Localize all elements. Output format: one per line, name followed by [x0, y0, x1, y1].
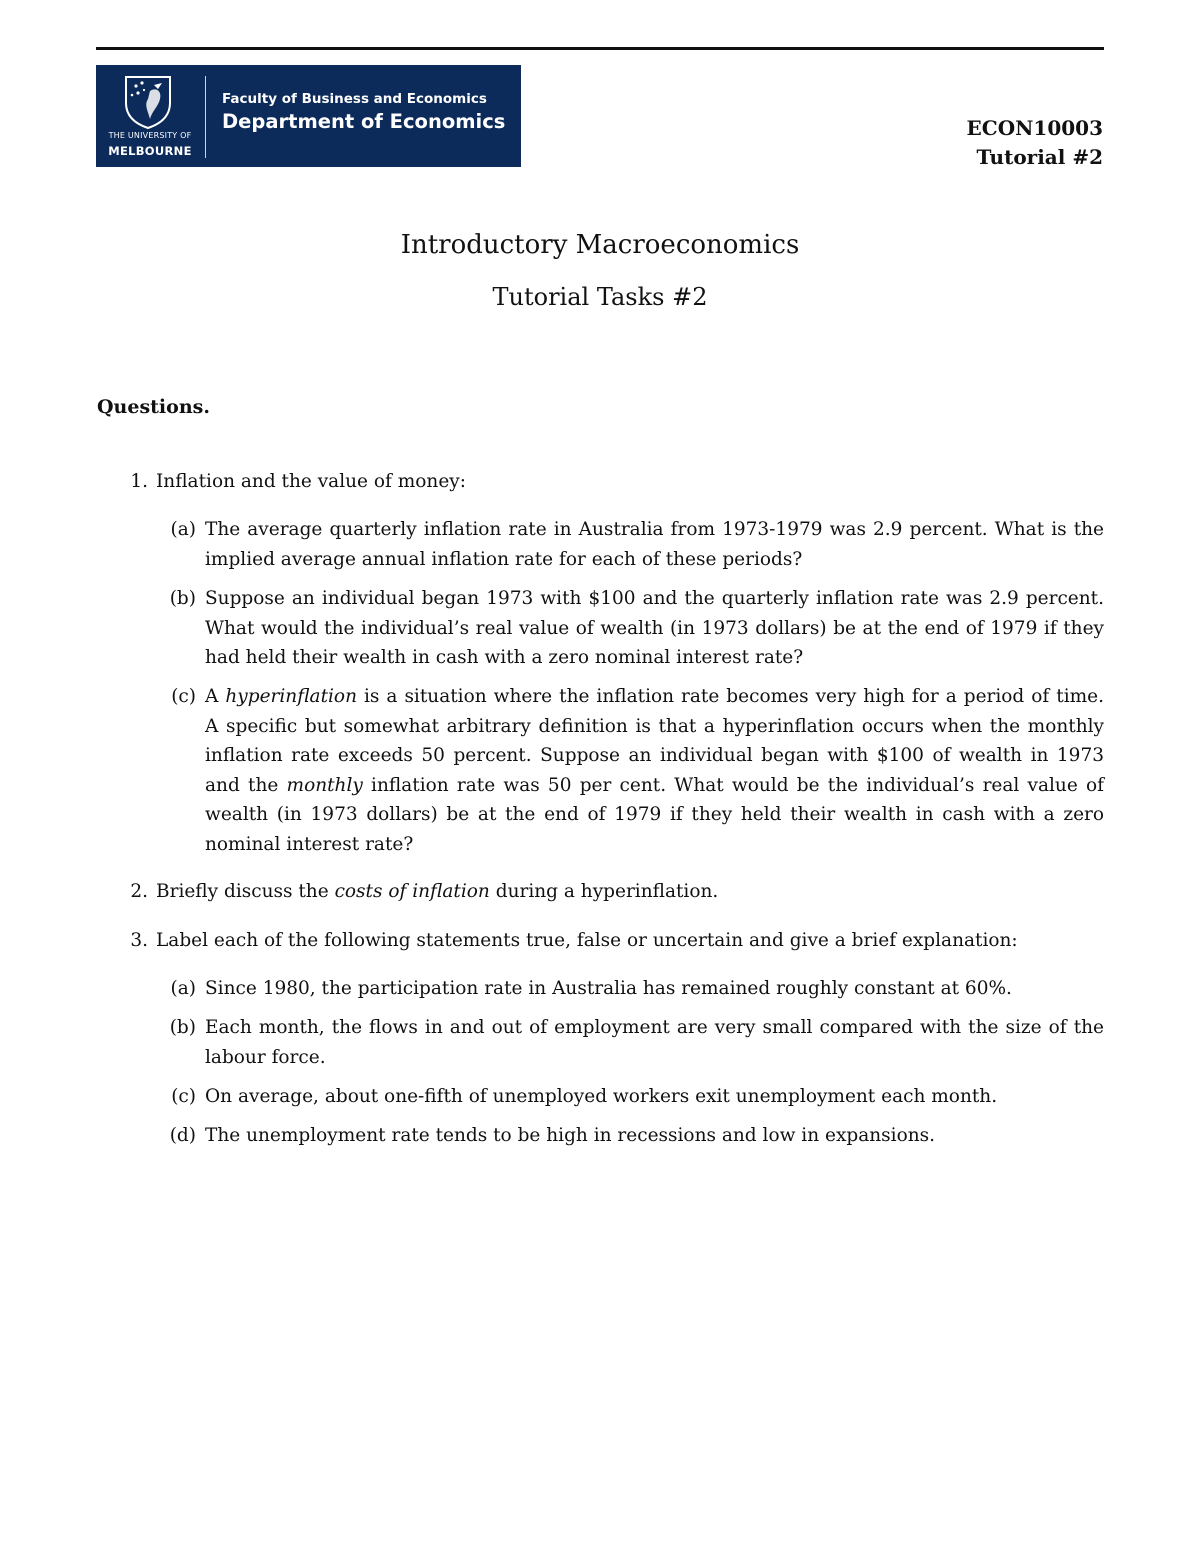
part-label: (b)	[169, 1017, 196, 1038]
part-label: (d)	[169, 1125, 196, 1146]
question-number: 1.	[130, 471, 148, 492]
part-label: (a)	[170, 978, 196, 999]
part-label: (c)	[171, 686, 196, 707]
part-text: The unemployment rate tends to be high in recessions and low in expansions.	[205, 1125, 936, 1146]
university-crest-icon	[118, 73, 178, 129]
part-text: Since 1980, the participation rate in Australia has remained roughly constant at 60%.	[205, 978, 1012, 999]
top-rule	[96, 47, 1104, 50]
document-title: Introductory Macroeconomics	[400, 230, 800, 260]
part-text: The average quarterly inflation rate in Australia from 1973-1979 was 2.9 percent. What is the implied average annual inflation rate for each of these periods?	[205, 519, 1104, 570]
part-text-segment: is a situation where the inflation rate becomes very high for a period of time. A specific but somewhat arbitrary definition is that a hyperinflation occurs when the monthly inflation rate exceeds 50 percent. Suppose an individual began with $100 of wealth in 1973 and the	[205, 686, 1104, 796]
university-logo	[96, 65, 521, 167]
part-label: (a)	[170, 519, 196, 540]
question-text: Inflation and the value of money:	[156, 471, 466, 492]
question-text-segment: during a hyperinflation.	[489, 881, 719, 902]
logo-divider	[205, 76, 206, 158]
part-text: Suppose an individual began 1973 with $100 and the quarterly inflation rate was 2.9 percent. What would the individual’s real value of wealth (in 1973 dollars) be at the end of 1979 if they had held their wealth in cash with a zero nominal interest rate?	[205, 588, 1104, 668]
part-text	[205, 682, 1104, 859]
course-code: ECON10003	[966, 116, 1103, 140]
part-label: (c)	[171, 1086, 196, 1107]
part-text-segment: inflation rate was 50 per cent. What would be the individual’s real value of wealth (in 1973 dollars) be at the end of 1979 if they held their wealth in cash with a zero nominal interest rate?	[205, 774, 1104, 855]
logo-university-line2: MELBOURNE	[108, 144, 192, 158]
part-text: Each month, the flows in and out of employment are very small compared with the size of the labour force.	[205, 1017, 1104, 1068]
emphasis-term: monthly	[286, 774, 363, 796]
document-subtitle: Tutorial Tasks #2	[492, 283, 708, 311]
logo-university-line1: THE UNIVERSITY OF	[108, 131, 192, 140]
part-text-segment: A	[205, 686, 226, 707]
part-label: (b)	[169, 588, 196, 609]
emphasis-term: hyperinflation	[225, 686, 357, 707]
question-number: 2.	[130, 881, 148, 902]
question-number: 3.	[130, 930, 148, 951]
question-text: Label each of the following statements true, false or uncertain and give a brief explanation:	[156, 930, 1018, 951]
logo-faculty-name: Faculty of Business and Economics	[222, 91, 487, 107]
section-heading: Questions.	[97, 396, 210, 418]
tutorial-label: Tutorial #2	[976, 145, 1103, 169]
question-text	[156, 877, 1104, 907]
emphasis-term: costs of inflation	[334, 881, 490, 902]
logo-department-name: Department of Economics	[222, 110, 506, 133]
part-text: On average, about one-fifth of unemployed workers exit unemployment each month.	[205, 1086, 998, 1107]
question-text-segment: Briefly discuss the	[156, 881, 335, 902]
